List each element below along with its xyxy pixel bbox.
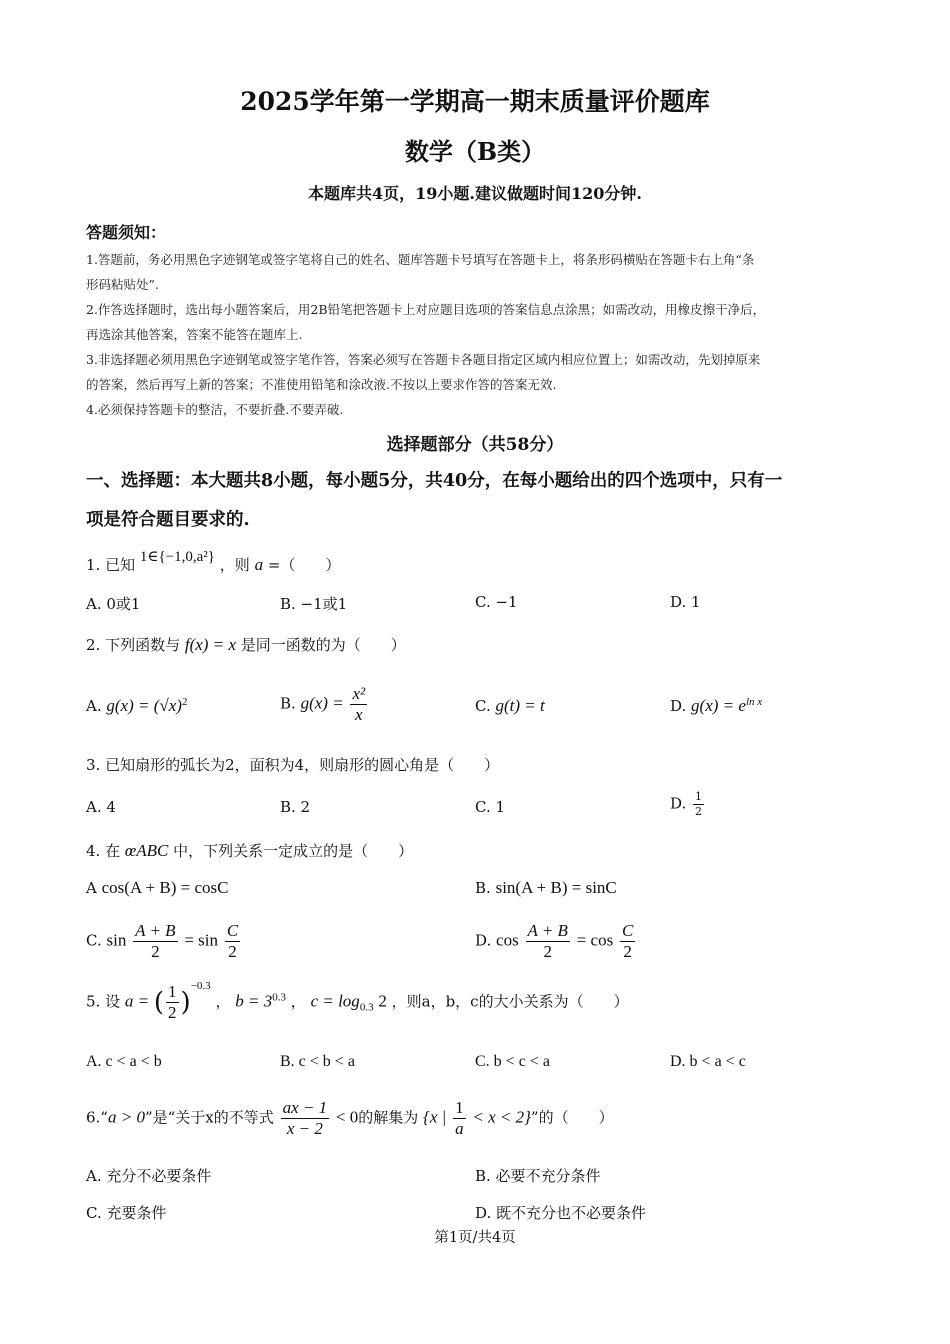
q5-a-num: 1 [168,982,177,1001]
q6-inequality: < 0 [335,1107,359,1127]
q3-d-numerator: 1 [695,790,703,803]
q4-triangle: œABC [124,841,169,860]
q2-suffix: 是同一函数的为（ ） [240,636,406,654]
q6-set-numerator: 1 [455,1098,464,1117]
question-5 [86,979,629,1023]
q5-option-d: D. b < a < c [670,1053,746,1070]
q2-c-label: C. [475,697,491,715]
note-2-line-2: 再选涂其他答案，答案不能答在题库上. [86,327,303,342]
q2-a-label: A. [86,697,102,715]
q4-b-label: B. [475,879,491,897]
q1-var: a [254,555,264,574]
q3-d-denominator: 2 [695,805,703,818]
q2-option-a [86,696,187,716]
note-1-line-2: 形码粘贴处”. [86,277,159,292]
note-3-line-2: 的答案，然后再写上新的答案；不准使用铅笔和涂改液.不按以上要求作答的答案无效. [86,377,557,392]
q4-c-fraction-2 [225,921,240,962]
q4-d-label: D. [475,931,492,950]
q2-function: f(x) = x [184,635,236,654]
part-heading-line-2: 项是符合题目要求的. [86,510,250,530]
q6-condition: a > 0 [107,1107,145,1127]
q4-c-num-2: C [226,921,239,940]
q4-b-expr: sin(A + B) = sinC [495,878,617,897]
section-title: 选择题部分（共58分） [386,435,564,455]
paren-left: ( [153,987,165,1018]
q4-suffix: 中，下列关系一定成立的是（ ） [173,842,414,860]
q5-option-c: C. b < c < a [475,1053,550,1070]
question-6 [86,1098,614,1139]
q4-c-fraction-1 [133,921,177,962]
q4-option-b [475,878,617,898]
q2-b-fraction [350,684,367,725]
page-title: 2025学年第一学期高一期末质量评价题库 [240,87,710,116]
exam-info: 本题库共4页，19小题.建议做题时间120分钟. [308,184,642,203]
q6-option-d: D. 既不充分也不必要条件 [475,1204,647,1222]
q1-set: 1∈{−1,0,a²} [139,549,215,565]
q6-set-right: < x < 2} [472,1107,531,1127]
q5-a-fraction [166,982,179,1023]
q1-option-d: D. 1 [670,593,701,611]
q6-fraction [281,1098,330,1139]
q1-option-a: A. 0或1 [86,595,141,613]
q5-c-arg: 2 [378,991,387,1011]
q5-suffix: ，则a，b，c的大小关系为（ ） [391,992,629,1011]
question-2 [86,634,406,655]
q5-a-lhs: a = [124,991,150,1011]
q6-denominator: x − 2 [286,1119,323,1138]
q5-a-den: 2 [168,1003,177,1022]
q3-option-d [670,790,706,819]
q2-a-exp: 2 [181,696,188,708]
q4-d-den-1: 2 [543,942,552,961]
q5-prefix: 5. 设 [86,992,121,1011]
q2-option-b [280,684,369,725]
q4-option-d [475,921,637,962]
q2-b-label: B. [280,694,296,713]
q5-sep-2: ， [290,992,306,1011]
q4-c-den-1: 2 [151,942,160,961]
q2-d-label: D. [670,697,687,715]
question-4 [86,840,413,861]
q3-d-label: D. [670,794,687,813]
q5-b-exp: 0.3 [272,991,286,1004]
q5-option-a: A. c < a < b [86,1053,162,1070]
q2-prefix: 2. 下列函数与 [86,636,181,654]
q6-set-denominator: a [455,1119,464,1138]
q4-option-a [86,878,228,898]
q6-set-left: {x | [423,1107,447,1127]
q4-d-eq: = cos [576,930,614,950]
q1-option-c: C. −1 [475,593,518,611]
q5-a-exp: −0.3 [190,979,211,992]
q1-mid: ，则 [219,556,250,574]
q4-c-label: C. [86,931,102,950]
subject-title: 数学（B类） [404,137,546,166]
q5-sep-1: ， [215,992,231,1011]
q5-option-b: B. c < b < a [280,1053,355,1070]
q4-c-den-2: 2 [228,942,237,961]
q3-option-b: B. 2 [280,798,311,816]
q6-prefix: 6.“ [86,1108,108,1127]
q2-b-numerator: x² [352,684,366,703]
q4-d-den-2: 2 [623,942,632,961]
paren-right: ) [180,987,191,1018]
q1-option-b: B. −1或1 [280,595,348,613]
q2-option-c [475,696,545,716]
q2-a-expr: g(x) = (√x) [106,696,182,715]
q3-d-fraction [693,790,704,819]
q3-option-c: C. 1 [475,798,506,816]
note-3-line-1: 3.非选择题必须用黑色字迹钢笔或签字笔作答，答案必须写在答题卡各题目指定区域内相应位置上；如需改动，先划掉原来 [86,352,761,367]
q5-c-base: 0.3 [359,1001,374,1014]
q5-c-expr: c = log [310,991,360,1011]
q1-suffix: =（ ） [267,556,341,574]
q4-d-fn: cos [496,930,519,950]
q2-c-expr: g(t) = t [495,696,545,715]
q4-d-num-2: C [622,921,634,940]
q4-c-eq: = sin [184,930,219,950]
q1-prefix: 1. 已知 [86,556,136,574]
q2-d-expr: g(x) = e [691,696,746,715]
q6-mid-2: 的解集为 [358,1108,419,1127]
q4-option-c [86,921,242,962]
q4-a-expr: cos(A + B) = cosC [101,878,229,897]
q6-suffix: ”的（ ） [530,1108,614,1127]
notes-heading: 答题须知： [86,223,167,242]
q6-option-a: A. 充分不必要条件 [86,1167,212,1185]
q6-mid-1: ”是“关于x的不等式 [144,1108,274,1127]
q2-b-lhs: g(x) = [300,693,344,713]
q2-option-d [670,696,762,716]
q4-prefix: 4. 在 [86,842,121,860]
note-1-line-1: 1.答题前，务必用黑色字迹钢笔或签字笔将自己的姓名、题库答题卡号填写在答题卡上，将条形码横贴在答题卡右上角“条 [86,252,755,267]
q6-option-c: C. 充要条件 [86,1204,167,1222]
q6-numerator: ax − 1 [282,1098,328,1117]
note-4: 4.必须保持答题卡的整洁，不要折叠.不要弄破. [86,402,344,417]
note-2-line-1: 2.作答选择题时，选出每小题答案后，用2B铅笔把答题卡上对应题目选项的答案信息点涂黑；如需改动，用橡皮擦干净后， [86,302,766,317]
question-3: 3. 已知扇形的弧长为2，面积为4，则扇形的圆心角是（ ） [86,756,500,774]
page-footer: 第1页/共4页 [434,1230,516,1246]
q2-b-denominator: x [355,705,363,724]
q4-c-num-1: A + B [135,921,176,940]
q3-option-a: A. 4 [86,798,116,816]
q4-d-fraction-1 [526,921,570,962]
q4-c-fn: sin [106,930,127,950]
q4-d-fraction-2 [620,921,635,962]
question-1 [86,549,341,575]
q6-set-fraction [453,1098,466,1139]
q5-b-expr: b = 3 [235,991,273,1011]
part-heading-line-1: 一、选择题：本大题共8小题，每小题5分，共40分，在每小题给出的四个选项中，只有一 [86,471,783,491]
q2-d-exp: ln x [745,696,763,708]
q4-a-label: A [86,879,97,897]
q6-option-b: B. 必要不充分条件 [475,1167,601,1185]
q4-d-num-1: A + B [527,921,568,940]
